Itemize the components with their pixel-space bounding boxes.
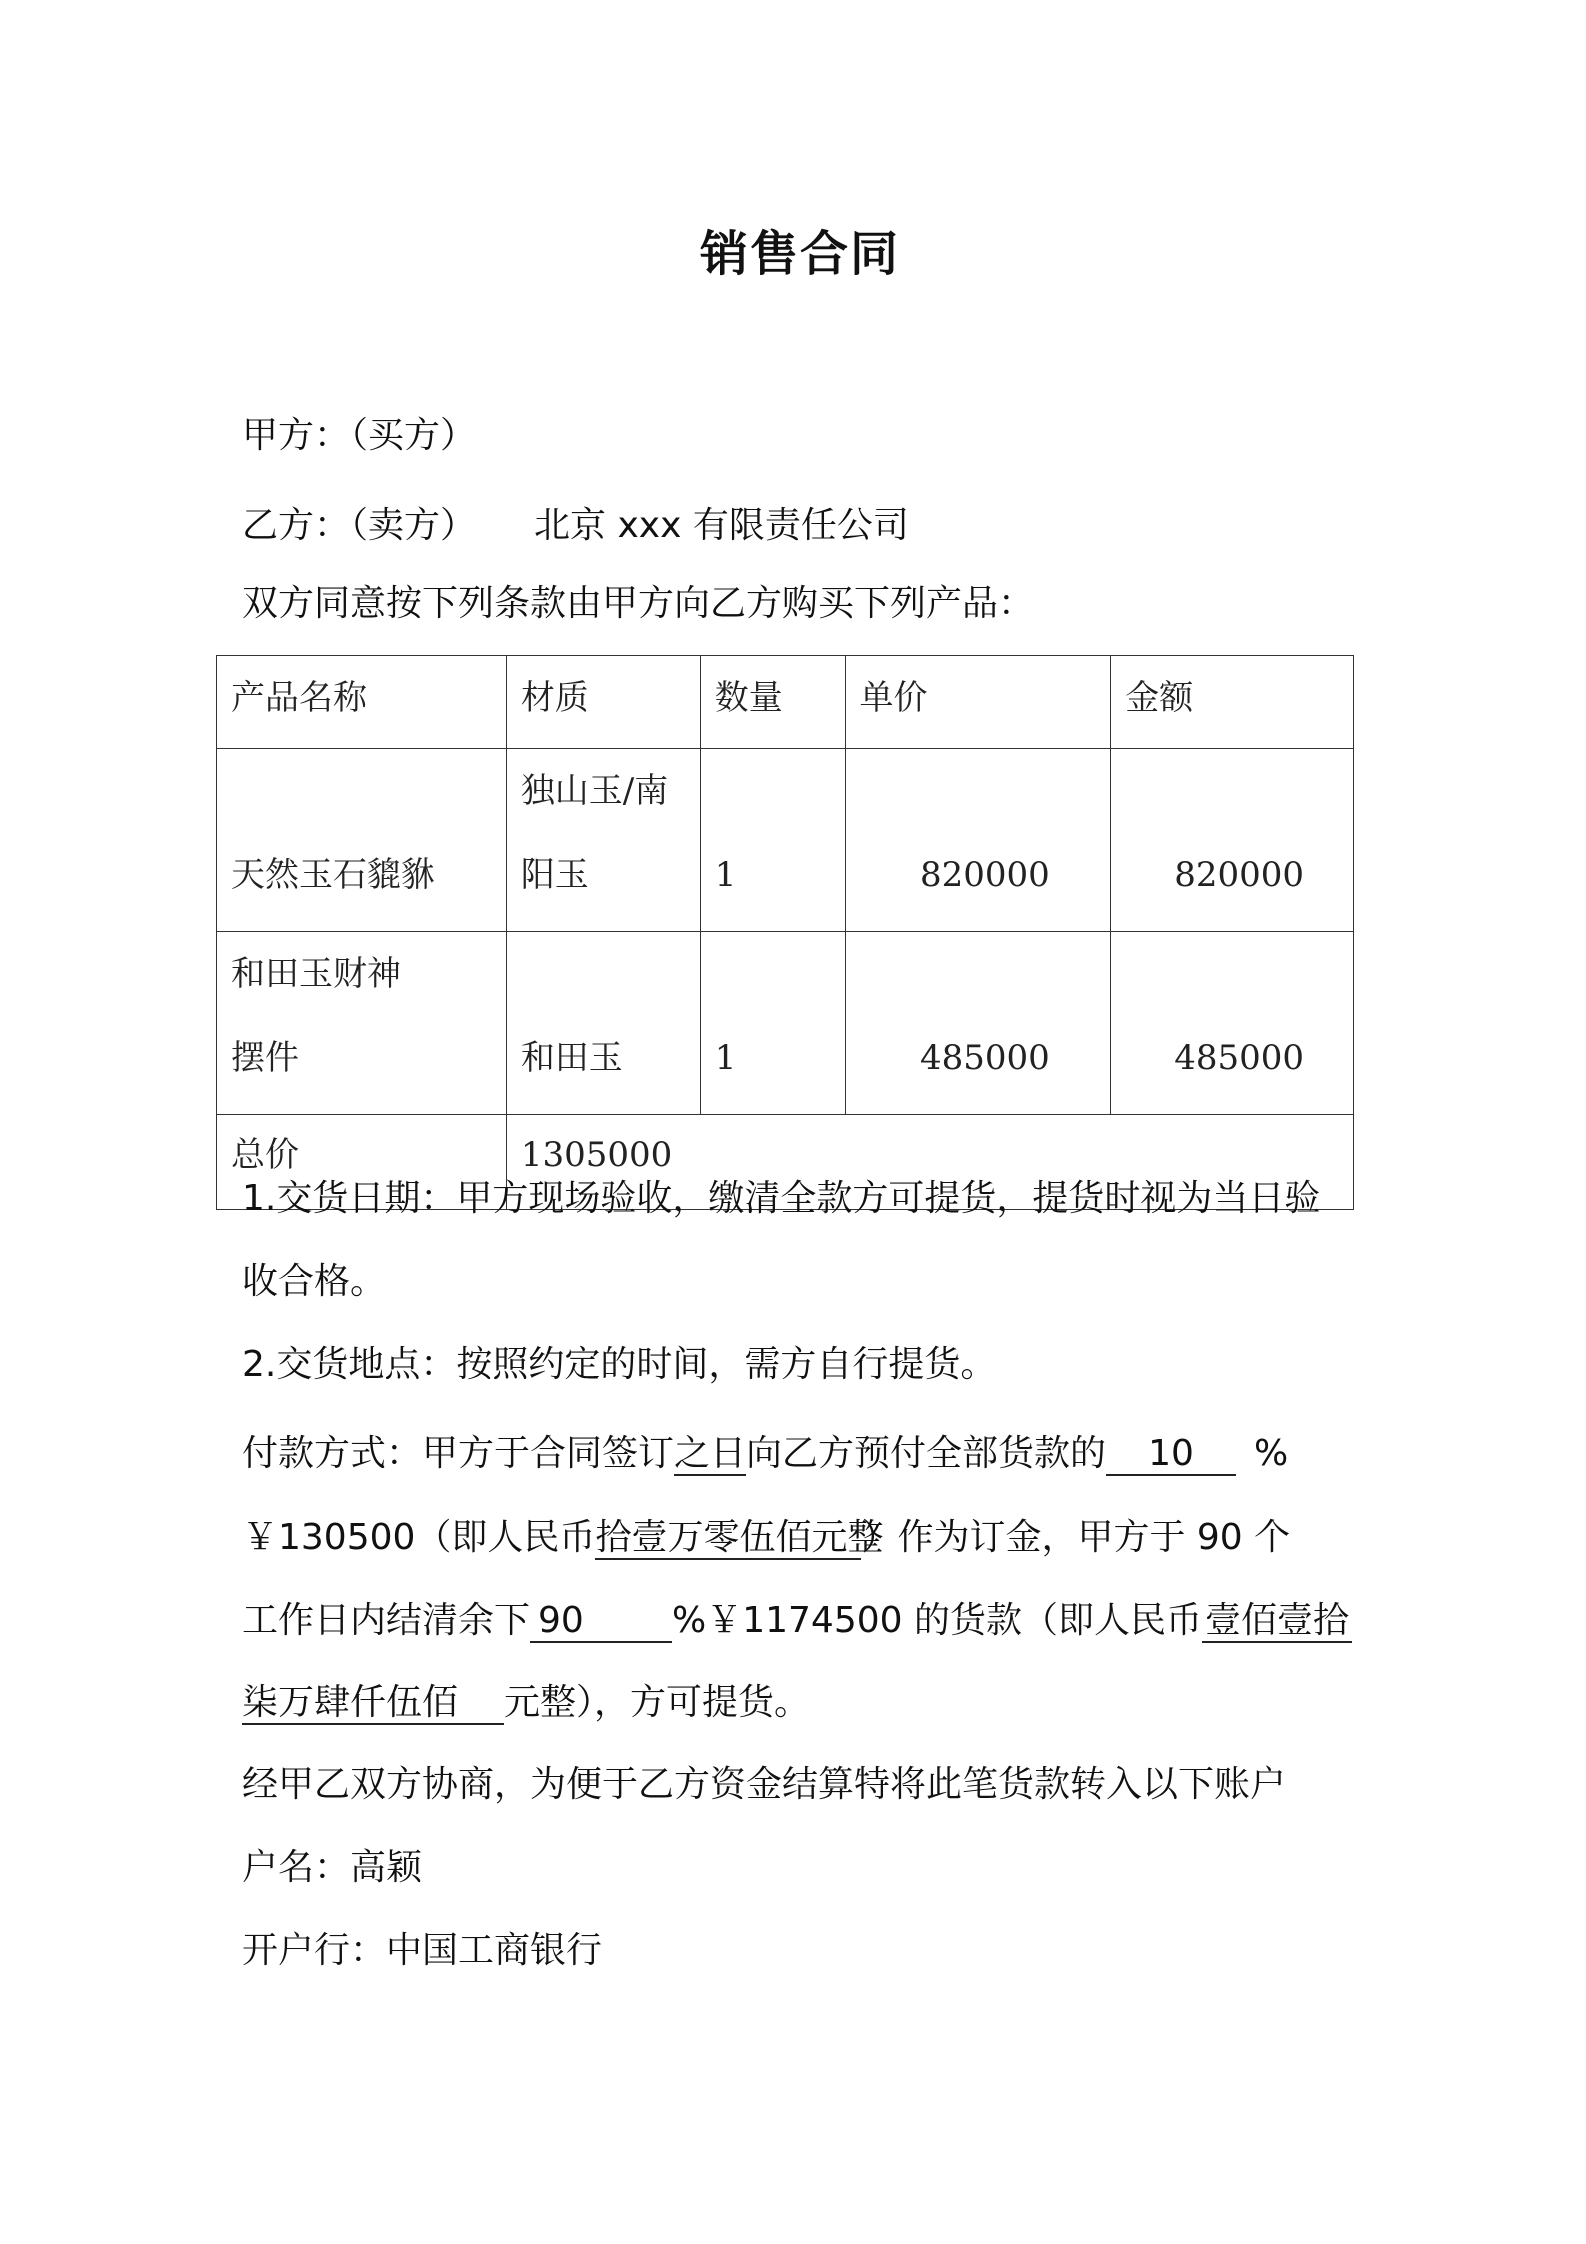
payment-text: 向乙方预付全部货款的 [746,1433,1107,1474]
product-name-line1: 和田玉财神 [231,954,401,994]
party-a-line: 甲方：（买方） [242,415,477,456]
balance-percent-blank: 90 [530,1601,672,1643]
product-name-cell [217,932,507,1115]
material-cell [506,932,700,1115]
percent-sign: % [1254,1433,1289,1474]
payment-text: ）作为订金，甲方于 90 个 [861,1517,1291,1558]
header-amount: 金额 [1111,656,1354,749]
payment-text: 工作日内结清余下 [242,1600,531,1641]
payment-line4 [242,1681,810,1725]
party-b-name: 北京 xxx 有限责任公司 [534,505,909,546]
payment-line2 [242,1516,1290,1560]
table-row [217,932,1354,1115]
total-label: 总价 [217,1115,507,1210]
header-quantity: 数量 [700,656,845,749]
balance-amount-words-blank-cont: 柒万肆仟伍佰 [242,1683,504,1725]
payment-text: 元整），方可提货。 [504,1682,811,1723]
sign-date-blank: 之日 [674,1433,747,1474]
transfer-note-line: 经甲乙双方协商，为便于乙方资金结算特将此笔货款转入以下账户 [242,1764,1287,1805]
party-b-label: 乙方：（卖方） [242,505,477,546]
contract-title: 销售合同 [699,226,900,282]
material-line2: 和田玉 [520,1038,623,1078]
account-name-line: 户名：高颖 [242,1847,423,1888]
intro-line: 双方同意按下列条款由甲方向乙方购买下列产品： [242,583,1035,624]
deposit-percent-blank: 10 [1106,1434,1236,1476]
payment-text: 付款方式：甲方于合同签订 [242,1433,675,1474]
material-line2: 阳玉 [520,855,589,895]
unit-price-cell: 820000 [845,749,1111,932]
payment-line1 [242,1432,1288,1476]
quantity-cell: 1 [700,932,845,1115]
total-value: 1305000 [506,1115,1353,1210]
quantity-cell: 1 [700,749,845,932]
deposit-amount-words-blank: 拾壹万零伍佰元整 [595,1517,884,1558]
bank-line: 开户行：中国工商银行 [242,1930,603,1971]
party-b-line [242,504,909,548]
material-line1: 独山玉/南 [520,771,669,811]
table-row [217,749,1354,932]
delivery-date-line1: 1.交货日期：甲方现场验收，缴清全款方可提货，提货时视为当日验 [242,1178,1321,1219]
payment-text: %￥1174500 的货款（即人民币 [672,1600,1202,1641]
delivery-place-line: 2.交货地点：按照约定的时间，需方自行提货。 [242,1344,997,1385]
payment-line3 [242,1599,1352,1643]
product-name-line2: 天然玉石貔貅 [231,855,435,895]
amount-cell: 485000 [1111,932,1354,1115]
header-material: 材质 [506,656,700,749]
header-product-name: 产品名称 [217,656,507,749]
product-name-cell [217,749,507,932]
product-name-line2: 摆件 [231,1038,299,1078]
table-header-row [217,656,1354,749]
header-unit-price: 单价 [845,656,1111,749]
delivery-date-line2: 收合格。 [242,1261,387,1302]
material-cell [506,749,700,932]
balance-amount-words-blank: 壹佰壹拾 [1202,1601,1352,1643]
payment-text: ￥130500（即人民币 [242,1517,596,1558]
product-table [216,655,1354,1210]
amount-cell: 820000 [1111,749,1354,932]
unit-price-cell: 485000 [845,932,1111,1115]
